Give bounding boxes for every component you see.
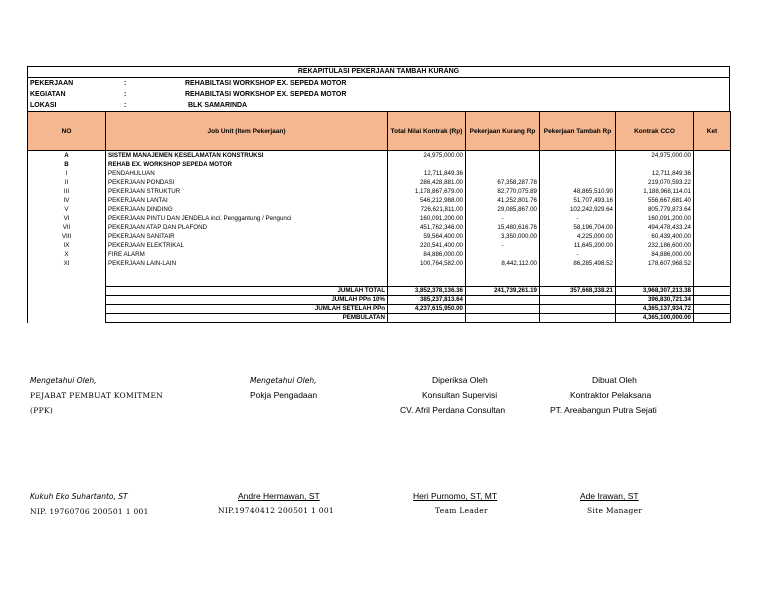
info-colon: : xyxy=(124,91,127,98)
cell-no: IV xyxy=(28,196,106,205)
summary-tambah: 357,668,338.21 xyxy=(540,287,616,296)
sig4-line1: Dibuat Oleh xyxy=(592,375,637,385)
cell-total: 12,711,849.36 xyxy=(388,169,466,178)
cell-tambah: - xyxy=(540,214,616,223)
cell-total: 100,764,582.00 xyxy=(388,259,466,268)
sig3-line1: Diperiksa Oleh xyxy=(432,375,488,385)
sig1-line2: PEJABAT PEMBUAT KOMITMEN xyxy=(30,391,164,400)
cell-cco: 12,711,849.36 xyxy=(616,169,694,178)
summary-label: PEMBULATAN xyxy=(106,314,388,323)
cell-cco: 219,070,593.22 xyxy=(616,178,694,187)
cell-tambah: - xyxy=(540,250,616,259)
cell-kurang: 41,252,801.76 xyxy=(466,196,540,205)
cell-ket xyxy=(694,214,731,223)
cell-tambah: 4,225,000.00 xyxy=(540,232,616,241)
table-row xyxy=(28,187,731,196)
sig4-name: Ade Irawan, ST xyxy=(580,491,639,501)
empty-cell xyxy=(466,268,540,277)
sig3-name: Heri Purnomo, ST, MT xyxy=(413,491,498,501)
cell-job: PEKERJAAN ELEKTRIKAL xyxy=(106,241,388,250)
summary-kurang xyxy=(466,296,540,305)
info-value: REHABILTASI WORKSHOP EX. SEPEDA MOTOR xyxy=(185,80,347,87)
table-row xyxy=(28,241,731,250)
cell-cco: 160,091,200.00 xyxy=(616,214,694,223)
cell-tambah xyxy=(540,178,616,187)
cell-no: VI xyxy=(28,214,106,223)
cell-tambah: 48,865,510.90 xyxy=(540,187,616,196)
filler-row xyxy=(28,277,731,287)
cell-kurang: - xyxy=(466,214,540,223)
cell-no: I xyxy=(28,169,106,178)
summary-kurang xyxy=(466,314,540,323)
cell-total: 546,212,988.00 xyxy=(388,196,466,205)
cell-total: 24,975,000.00 xyxy=(388,151,466,161)
header-ket: Ket xyxy=(694,112,731,151)
cell-cco: 494,478,433.24 xyxy=(616,223,694,232)
sig4-line3: PT. Areabangun Putra Sejati xyxy=(550,405,657,415)
summary-blank xyxy=(28,305,106,314)
summary-blank xyxy=(28,287,106,296)
cell-cco xyxy=(616,160,694,169)
cell-cco: 1,188,968,114.01 xyxy=(616,187,694,196)
cell-job: PENDAHULUAN xyxy=(106,169,388,178)
cell-kurang: 67,358,287.78 xyxy=(466,178,540,187)
cell-no: X xyxy=(28,250,106,259)
summary-kurang: 241,739,261.19 xyxy=(466,287,540,296)
cell-kurang xyxy=(466,151,540,161)
header-tambah: Pekerjaan Tambah Rp xyxy=(540,112,616,151)
table-body xyxy=(28,151,731,287)
empty-cell xyxy=(540,268,616,277)
cell-total: 59,564,400.00 xyxy=(388,232,466,241)
summary-row xyxy=(28,296,731,305)
summary-ket xyxy=(694,314,731,323)
info-label: PEKERJAAN xyxy=(30,80,74,87)
cell-ket xyxy=(694,169,731,178)
info-label: LOKASI xyxy=(30,102,57,109)
summary-row xyxy=(28,314,731,323)
table-summary xyxy=(28,287,731,323)
cell-no: IX xyxy=(28,241,106,250)
cell-tambah: 58,196,704.00 xyxy=(540,223,616,232)
cell-kurang xyxy=(466,169,540,178)
cell-job: PEKERJAAN PONDASI xyxy=(106,178,388,187)
cell-no: B xyxy=(28,160,106,169)
summary-ket xyxy=(694,296,731,305)
summary-label: JUMLAH TOTAL xyxy=(106,287,388,296)
table-row xyxy=(28,223,731,232)
cell-ket xyxy=(694,259,731,268)
summary-total: 3,852,378,136.36 xyxy=(388,287,466,296)
cell-no: III xyxy=(28,187,106,196)
cell-ket xyxy=(694,250,731,259)
cell-total: 160,091,200.00 xyxy=(388,214,466,223)
info-label: KEGIATAN xyxy=(30,91,66,98)
summary-ket xyxy=(694,305,731,314)
empty-cell xyxy=(466,277,540,287)
cell-kurang: 3,350,000.00 xyxy=(466,232,540,241)
empty-cell xyxy=(28,277,106,287)
filler-row xyxy=(28,268,731,277)
table-row xyxy=(28,151,731,161)
cell-total: 726,621,811.00 xyxy=(388,205,466,214)
sig1-name: Kukuh Eko Suhartanto, ST xyxy=(30,492,128,501)
cell-ket xyxy=(694,232,731,241)
table-row xyxy=(28,214,731,223)
table-row xyxy=(28,169,731,178)
cell-total: 84,886,000.00 xyxy=(388,250,466,259)
info-row-lokasi xyxy=(28,100,729,111)
cell-ket xyxy=(694,196,731,205)
cell-tambah xyxy=(540,151,616,161)
cell-job: PEKERJAAN LAIN-LAIN xyxy=(106,259,388,268)
cell-cco: 232,186,600.00 xyxy=(616,241,694,250)
summary-label: JUMLAH PPn 10% xyxy=(106,296,388,305)
cell-tambah: 102,242,929.64 xyxy=(540,205,616,214)
table-row xyxy=(28,250,731,259)
summary-row xyxy=(28,287,731,296)
sig1-line3: (PPK) xyxy=(30,406,54,415)
summary-total: 385,237,813.64 xyxy=(388,296,466,305)
summary-cco: 396,830,721.34 xyxy=(616,296,694,305)
sig2-name: Andre Hermawan, ST xyxy=(238,491,320,501)
sig1-line1: Mengetahui Oleh, xyxy=(30,376,97,385)
cell-total: 451,762,346.00 xyxy=(388,223,466,232)
summary-tambah xyxy=(540,296,616,305)
header-kurang: Pekerjaan Kurang Rp xyxy=(466,112,540,151)
empty-cell xyxy=(694,277,731,287)
header-total: Total Nilai Kontrak (Rp) xyxy=(388,112,466,151)
header-cco: Kontrak CCO xyxy=(616,112,694,151)
summary-blank xyxy=(28,296,106,305)
cell-kurang xyxy=(466,160,540,169)
cell-ket xyxy=(694,160,731,169)
cell-total: 220,541,400.00 xyxy=(388,241,466,250)
cell-job: PEKERJAAN LANTAI xyxy=(106,196,388,205)
cell-job: PEKERJAAN STRUKTUR xyxy=(106,187,388,196)
table-row xyxy=(28,232,731,241)
info-colon: : xyxy=(124,80,127,87)
cell-job: PEKERJAAN PINTU DAN JENDELA incl. Penggantung / Pengunci xyxy=(106,214,388,223)
cell-kurang: - xyxy=(466,241,540,250)
cell-tambah xyxy=(540,160,616,169)
cell-job: PEKERJAAN ATAP DAN PLAFOND xyxy=(106,223,388,232)
table-row xyxy=(28,259,731,268)
recap-table xyxy=(27,111,731,323)
info-value: BLK SAMARINDA xyxy=(188,102,248,109)
cell-job: REHAB EX. WORKSHOP SEPEDA MOTOR xyxy=(106,160,388,169)
cell-job: PEKERJAAN DINDING xyxy=(106,205,388,214)
empty-cell xyxy=(388,268,466,277)
cell-kurang: 29,085,867.00 xyxy=(466,205,540,214)
empty-cell xyxy=(616,268,694,277)
summary-tambah xyxy=(540,314,616,323)
cell-total: 1,178,867,679.00 xyxy=(388,187,466,196)
cell-ket xyxy=(694,187,731,196)
cell-total: 286,428,881.00 xyxy=(388,178,466,187)
cell-cco: 60,439,400.00 xyxy=(616,232,694,241)
cell-kurang: 8,442,112.00 xyxy=(466,259,540,268)
empty-cell xyxy=(616,277,694,287)
cell-no: V xyxy=(28,205,106,214)
cell-tambah: 51,707,493.16 xyxy=(540,196,616,205)
cell-cco: 84,886,000.00 xyxy=(616,250,694,259)
cell-no: A xyxy=(28,151,106,161)
summary-row xyxy=(28,305,731,314)
info-row-pekerjaan xyxy=(28,78,729,89)
header-job: Job Unit (Item Pekerjaan) xyxy=(106,112,388,151)
empty-cell xyxy=(388,277,466,287)
cell-no: VIII xyxy=(28,232,106,241)
cell-cco: 556,667,681.40 xyxy=(616,196,694,205)
table-header xyxy=(28,112,731,151)
summary-ket xyxy=(694,287,731,296)
sig3-line2: Konsultan Supervisi xyxy=(422,390,498,400)
summary-cco: 4,365,137,934.72 xyxy=(616,305,694,314)
cell-ket xyxy=(694,241,731,250)
info-row-kegiatan xyxy=(28,89,729,100)
table-row xyxy=(28,178,731,187)
table-row xyxy=(28,160,731,169)
cell-job: FIRE ALARM xyxy=(106,250,388,259)
cell-kurang xyxy=(466,250,540,259)
header-no: NO xyxy=(28,112,106,151)
cell-ket xyxy=(694,223,731,232)
cell-no: VII xyxy=(28,223,106,232)
summary-total xyxy=(388,314,466,323)
empty-cell xyxy=(540,277,616,287)
empty-cell xyxy=(106,277,388,287)
info-colon: : xyxy=(124,102,127,109)
sig1-id: NIP. 19760706 200501 1 001 xyxy=(30,507,149,516)
sig2-id: NIP.19740412 200501 1 001 xyxy=(218,506,334,515)
summary-kurang xyxy=(466,305,540,314)
cell-tambah: 11,645,200.00 xyxy=(540,241,616,250)
empty-cell xyxy=(106,268,388,277)
document-title: REKAPITULASI PEKERJAAN TAMBAH KURANG xyxy=(27,66,730,77)
cell-cco: 24,975,000.00 xyxy=(616,151,694,161)
cell-cco: 805,779,873.64 xyxy=(616,205,694,214)
cell-job: PEKERJAAN SANITAIR xyxy=(106,232,388,241)
sig2-line1: Mengetahui Oleh, xyxy=(250,376,317,385)
recap-sheet xyxy=(27,66,730,323)
info-value: REHABILTASI WORKSHOP EX. SEPEDA MOTOR xyxy=(185,91,347,98)
empty-cell xyxy=(694,268,731,277)
summary-cco: 3,968,307,213.38 xyxy=(616,287,694,296)
summary-total: 4,237,615,950.00 xyxy=(388,305,466,314)
table-row xyxy=(28,196,731,205)
cell-total xyxy=(388,160,466,169)
empty-cell xyxy=(28,268,106,277)
cell-no: XI xyxy=(28,259,106,268)
sig3-id: Team Leader xyxy=(435,506,488,515)
table-row xyxy=(28,205,731,214)
project-info xyxy=(27,77,730,111)
sig4-line2: Kontraktor Pelaksana xyxy=(570,390,652,400)
cell-ket xyxy=(694,178,731,187)
cell-tambah: 86,285,498.52 xyxy=(540,259,616,268)
cell-cco: 178,607,968.52 xyxy=(616,259,694,268)
summary-label: JUMLAH SETELAH PPn xyxy=(106,305,388,314)
cell-no: II xyxy=(28,178,106,187)
sig4-id: Site Manager xyxy=(587,506,643,515)
summary-tambah xyxy=(540,305,616,314)
cell-job: SISTEM MANAJEMEN KESELAMATAN KONSTRUKSI xyxy=(106,151,388,161)
cell-kurang: 15,480,616.76 xyxy=(466,223,540,232)
cell-tambah xyxy=(540,169,616,178)
cell-kurang: 82,770,075.89 xyxy=(466,187,540,196)
summary-cco: 4,365,100,000.00 xyxy=(616,314,694,323)
cell-ket xyxy=(694,205,731,214)
sig3-line3: CV. Afril Perdana Consultan xyxy=(400,405,506,415)
summary-blank xyxy=(28,314,106,323)
sig2-line2: Pokja Pengadaan xyxy=(250,390,318,400)
cell-ket xyxy=(694,151,731,161)
